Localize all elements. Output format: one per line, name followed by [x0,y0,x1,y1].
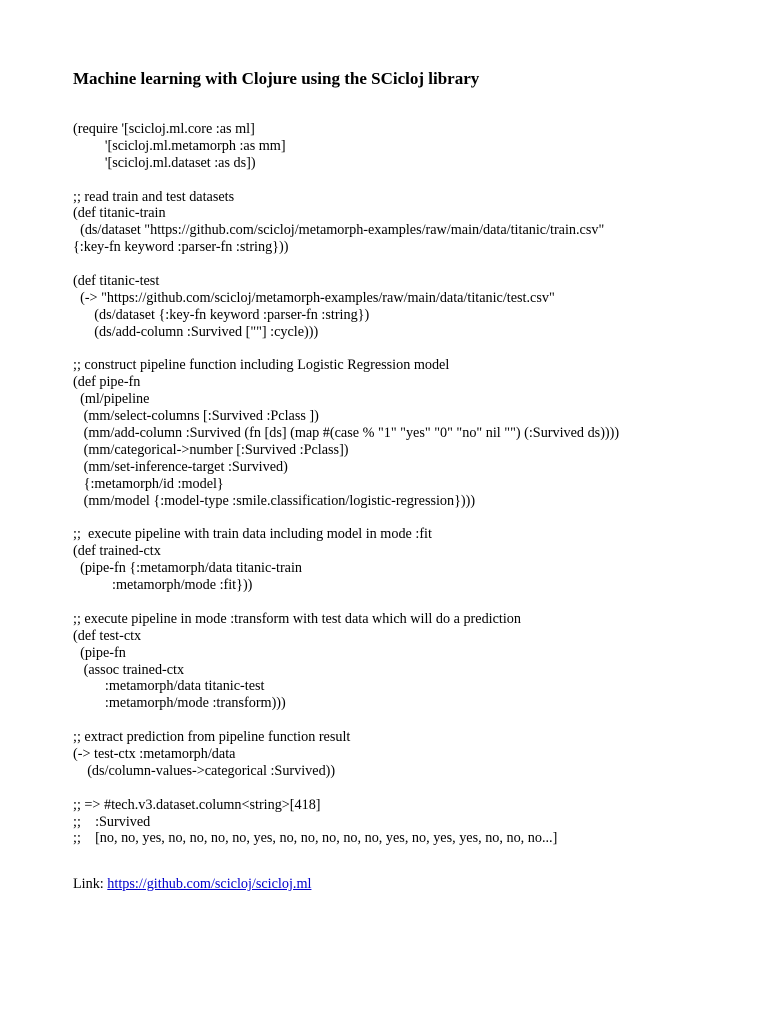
code-line: (ds/column-values->categorical :Survived)) [73,762,336,779]
code-line [73,712,619,729]
code-line: ;; read train and test datasets [73,188,235,205]
code-line: (pipe-fn [73,644,126,661]
code-line: (ds/add-column :Survived [""] :cycle))) [73,323,319,340]
code-line: (require '[scicloj.ml.core :as ml] [73,121,255,137]
code-line: ;; => #tech.v3.dataset.column<string>[418] [73,796,321,813]
code-line: (mm/model {:model-type :smile.classification/logistic-regression}))) [73,492,476,509]
code-line: ;; construct pipeline function including Logistic Regression model [73,357,450,374]
code-line: (ds/dataset "https://github.com/scicloj/metamorph-examples/raw/main/data/titanic/train.csv" [73,222,605,239]
code-line: (mm/set-inference-target :Survived) [73,458,288,475]
code-block [73,121,619,847]
code-line [73,172,619,189]
code-line [73,594,619,611]
code-line [73,509,619,526]
code-line: (ml/pipeline [73,391,150,408]
code-line: :metamorph/mode :fit})) [73,577,253,594]
document-title: Machine learning with Clojure using the SCicloj library [73,69,480,88]
code-line: {:key-fn keyword :parser-fn :string})) [73,239,289,256]
code-line: ;; extract prediction from pipeline function result [73,729,351,746]
scicloj-ml-link[interactable]: https://github.com/scicloj/scicloj.ml [107,876,312,892]
code-line: (def trained-ctx [73,543,161,560]
code-line: (-> test-ctx :metamorph/data [73,745,236,762]
code-line: (def titanic-train [73,205,166,222]
code-line: (mm/add-column :Survived (fn [ds] (map #(case % "1" "yes" "0" "no" nil "") (:Survived ds)))) [73,425,620,442]
code-line [73,780,619,797]
code-line: ;; :Survived [73,813,151,830]
code-line: :metamorph/data titanic-test [73,678,265,695]
code-line: (ds/dataset {:key-fn keyword :parser-fn :string}) [73,306,370,323]
code-line: (def test-ctx [73,627,142,644]
footer-link-line [73,876,311,893]
code-line: (def pipe-fn [73,374,141,391]
code-line: (pipe-fn {:metamorph/data titanic-train [73,560,302,577]
code-line: (mm/categorical->number [:Survived :Pclass]) [73,441,349,458]
code-line: (mm/select-columns [:Survived :Pclass ]) [73,408,319,425]
code-line: (assoc trained-ctx [73,661,185,678]
code-line: '[scicloj.ml.metamorph :as mm] [73,137,286,154]
code-line: ;; [no, no, yes, no, no, no, no, yes, no, no, no, no, no, yes, no, yes, yes, no, no, no...] [73,830,558,847]
link-label: Link: [73,876,108,892]
code-line [73,256,619,273]
code-line: ;; execute pipeline with train data including model in mode :fit [73,526,432,543]
code-line: (def titanic-test [73,273,160,290]
code-line: ;; execute pipeline in mode :transform with test data which will do a prediction [73,610,521,627]
code-line: '[scicloj.ml.dataset :as ds]) [73,154,256,171]
code-line: {:metamorph/id :model} [73,475,224,492]
code-line: (-> "https://github.com/scicloj/metamorph-examples/raw/main/data/titanic/test.csv" [73,289,555,306]
code-line: :metamorph/mode :transform))) [73,695,286,712]
code-line [73,341,619,358]
